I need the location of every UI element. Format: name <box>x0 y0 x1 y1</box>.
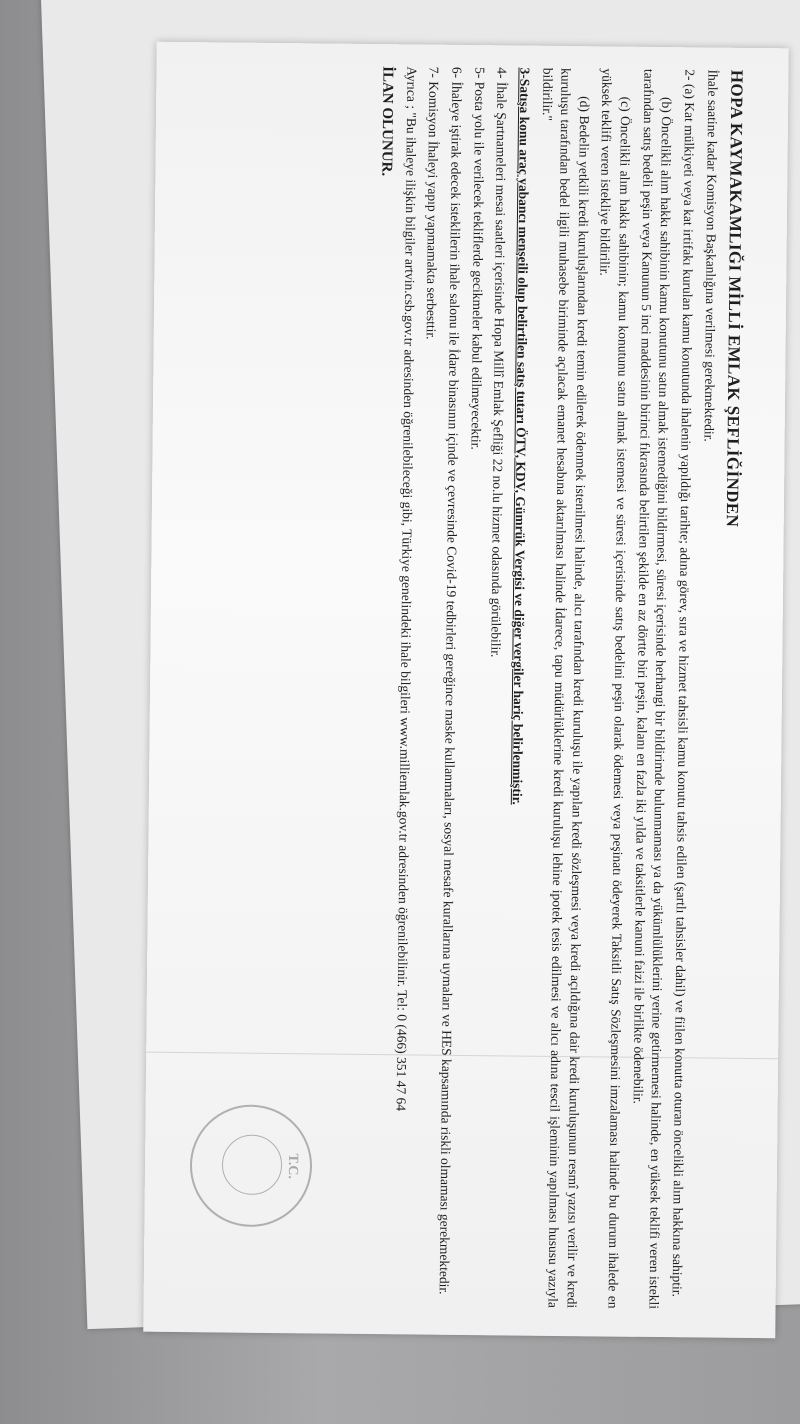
paragraph-3-spec: 3-Satışa konu araç yabancı menşeili olup belirtilen satış tutarı ÖTV, KDV, Gümrük Vergisi ve diğer vergiler hariç belirlenmiştir. <box>509 67 533 805</box>
item-7: 7- Komisyon İhaleyi yapıp yapmamakta serbesttir. <box>424 66 442 340</box>
paragraph-2c: (c) Öncelikli alım hakkı sahibinin; kamu konutunu satın almak istemesi ve süresi içerisinde satış bedelini peşin olarak ödemesi veya peşinatı ödeyerek Taksitli Satış Sözleşmesini imzalaması halinde bu durum ihalede en yüksek teklifi veren istekliye bildirilir. <box>597 68 634 1309</box>
item-5: 5- Posta yolu ile verilecek tekliflerde gecikmeler kabul edilmeyecektir. <box>468 67 488 450</box>
seal-text: T.C. <box>284 1153 301 1179</box>
closing-announcement: İLAN OLUNUR. <box>378 66 396 177</box>
paragraph-intro: İhale saatine kadar Komisyon Başkanlığına verilmesi gerekmektedir. <box>701 69 721 442</box>
document-page <box>143 42 788 1339</box>
seal-emblem-icon <box>222 1134 283 1195</box>
item-6: 6- İhaleye iştirak edecek isteklilerin ihale salonu ile İdare binasının içinde ve çevresinde Covid-19 tedbirleri gereğince maske kullanmaları, sosyal mesafe kurallarına uymaları ve HES kapsamında riskli olmaması gerekmektedir. <box>436 66 465 1295</box>
item-4: 4- İhale Şartnameleri mesai saatleri içerisinde Hopa Millî Emlak Şefliği 22 no.lu hizmet odasında görülebilir. <box>488 67 510 658</box>
contact-info: Ayrıca ; "Bu ihaleye ilişkin bilgiler artvin.csb.gov.tr adresinden öğrenilebileceği gibi, Türkiye genelindeki ihale bilgileri www.milliemlak.gov.tr adresinden öğrenilebilinir. Tel: 0 (466) 351 47 64 <box>393 66 420 1112</box>
paragraph-2d: (d) Bedelin yetkili kredi kuruluşlarından kredi temin edilerek ödenmek istenilmesi halinde, alıcı tarafından kredi kuruluşu ile yapılan kredi sözleşmesi veya kredi açıldığına dair kredi kuruluşunun resmî yazısı verilir ve kredi kuruluşu tarafından bedel ilgili muhasebe biriminde açılacak emanet hesabına aktarılması halinde İdarece, tapu müdürlüklerine kredi kuruluşu lehine ipotek tesis edilmesi ve alıcı adına tescil işleminin yapılması hususu yazıyla bildirilir." <box>539 67 593 1309</box>
official-seal-stamp <box>189 1104 312 1227</box>
paragraph-2a: 2- (a) Kat mülkiyeti veya kat irtifakı kurulan kamu konutunda ihalenin yapıldığı tarihte; adına görev, sıra ve hizmet tahsisli kamu konutu tahsis edilen (şartlı tahsisler dahil) ve fiilen konutta oturan öncelikli alım hakkına sahiptir. <box>669 69 698 1298</box>
document-content <box>176 64 749 1310</box>
paragraph-2b: (b) Öncelikli alım hakkı sahibinin kamu konutunu satın almak istemediğini bildirmesi, süresi içerisinde herhangi bir bildirimde bulunmaması ya da yükümlülüklerini yerine getirmemesi halinde, en yüksek teklifi veren istekli tarafından satış bedeli peşin veya Kanunun 5 inci maddesinin birinci fıkrasında belirtilen şekilde en az dörtte biri peşin, kalanı en fazla iki yılda ve taksitlerle kanuni faizi ile birlikte ödenebilir. <box>630 68 675 1310</box>
document-title: HOPA KAYMAKAMLIĞI MİLLİ EMLAK ŞEFLİĞİNDEN <box>722 69 747 528</box>
